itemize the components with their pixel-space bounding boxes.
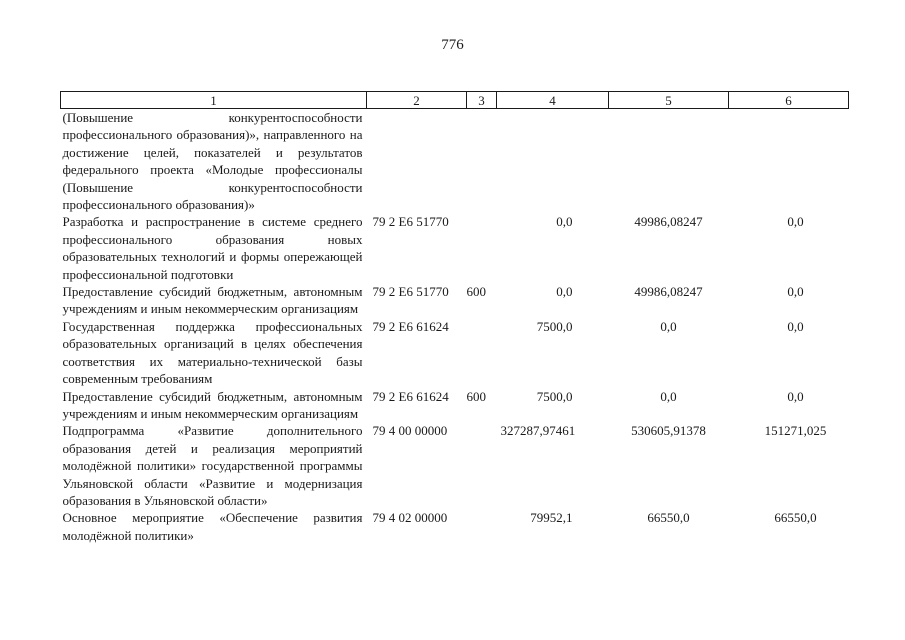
row-expense-type: 600 bbox=[466, 284, 486, 300]
budget-table bbox=[60, 91, 849, 544]
table-row bbox=[61, 318, 849, 388]
header-col-6: 6 bbox=[729, 92, 849, 109]
row-name: Основное мероприятие «Обеспечение развития молодёжной политики» bbox=[62, 510, 363, 543]
table-row bbox=[61, 388, 849, 423]
page-number: 776 bbox=[441, 37, 464, 53]
row-value-col6: 66550,0 bbox=[774, 510, 817, 526]
row-name: Подпрограмма «Развитие дополнительного образования детей и реализация мероприятий молодёжной политики» государственной программы Ульяновской области «Развитие и модернизация образования в Ульяновской области» bbox=[62, 423, 363, 508]
row-value-col6: 0,0 bbox=[787, 388, 804, 404]
row-value-col6: 151271,025 bbox=[764, 423, 827, 439]
row-value-col4: 7500,0 bbox=[536, 318, 573, 334]
row-name: Государственная поддержка профессиональных образовательных организаций в целях обеспечения соответствия их материально-технической базы современным требованиям bbox=[62, 318, 363, 387]
header-col-5: 5 bbox=[609, 92, 729, 109]
table-row bbox=[61, 509, 849, 544]
row-code: 79 2 Е6 61624 bbox=[372, 388, 449, 404]
row-value-col5: 66550,0 bbox=[647, 510, 690, 526]
row-code: 79 4 02 00000 bbox=[372, 510, 448, 526]
row-code: 79 2 Е6 51770 bbox=[372, 284, 449, 300]
row-expense-type bbox=[467, 318, 497, 388]
table-header-row bbox=[61, 92, 849, 109]
row-value-col4: 0,0 bbox=[556, 214, 573, 230]
row-code: 79 2 Е6 51770 bbox=[372, 214, 449, 230]
row-code bbox=[367, 109, 467, 214]
table-row bbox=[61, 422, 849, 509]
row-expense-type: 600 bbox=[466, 388, 486, 404]
row-expense-type bbox=[467, 509, 497, 544]
row-name: (Повышение конкурентоспособности профессионального образования)», направленного на достижение целей, показателей и результатов федерального проекта «Молодые профессионалы (Повышение конкурентоспособности профессионального образования)» bbox=[62, 110, 363, 213]
row-expense-type bbox=[467, 109, 497, 214]
row-value-col6 bbox=[729, 109, 849, 214]
row-name: Предоставление субсидий бюджетным, автономным учреждениям и иным некоммерческим организациям bbox=[62, 388, 363, 421]
table-row bbox=[61, 213, 849, 283]
table-row bbox=[61, 109, 849, 214]
row-name: Предоставление субсидий бюджетным, автономным учреждениям и иным некоммерческим организациям bbox=[62, 284, 363, 317]
header-col-4: 4 bbox=[497, 92, 609, 109]
row-value-col6: 0,0 bbox=[787, 318, 804, 334]
row-value-col5: 0,0 bbox=[660, 388, 677, 404]
header-col-2: 2 bbox=[367, 92, 467, 109]
row-value-col5: 0,0 bbox=[660, 318, 677, 334]
row-value-col5: 49986,08247 bbox=[634, 214, 703, 230]
row-value-col5 bbox=[609, 109, 729, 214]
row-value-col4: 79952,1 bbox=[530, 510, 573, 526]
row-name: Разработка и распространение в системе среднего профессионального образования новых образовательных технологий и формы опережающей профессиональной подготовки bbox=[62, 214, 363, 282]
row-value-col4: 327287,97461 bbox=[500, 423, 576, 439]
header-col-3: 3 bbox=[467, 92, 497, 109]
row-value-col4: 7500,0 bbox=[536, 388, 573, 404]
row-code: 79 4 00 00000 bbox=[372, 423, 448, 439]
table-row bbox=[61, 283, 849, 318]
row-value-col5: 49986,08247 bbox=[634, 284, 703, 300]
row-value-col4 bbox=[497, 109, 609, 214]
row-value-col4: 0,0 bbox=[556, 284, 573, 300]
row-expense-type bbox=[467, 213, 497, 283]
row-value-col6: 0,0 bbox=[787, 214, 804, 230]
row-value-col5: 530605,91378 bbox=[631, 423, 706, 439]
header-col-1: 1 bbox=[61, 92, 367, 109]
row-value-col6: 0,0 bbox=[787, 284, 804, 300]
row-expense-type bbox=[467, 422, 497, 509]
row-code: 79 2 Е6 61624 bbox=[372, 318, 449, 334]
